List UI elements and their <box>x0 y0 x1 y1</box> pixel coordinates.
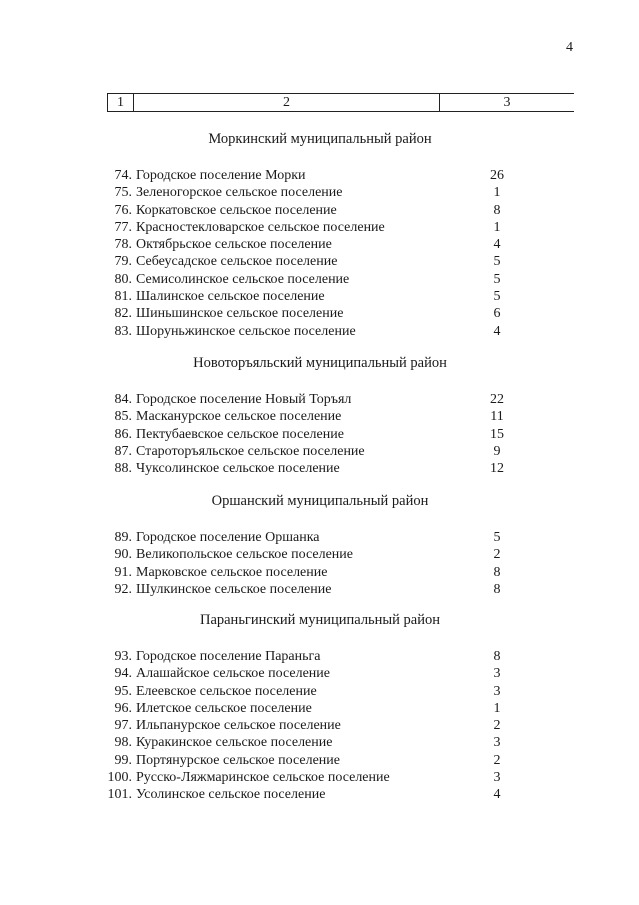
item-value: 5 <box>493 254 501 270</box>
settlement-name: Великопольское сельское поселение <box>136 547 353 563</box>
list-item <box>100 665 540 682</box>
item-value: 4 <box>493 787 501 803</box>
column-header-3: 3 <box>503 94 511 110</box>
item-value: 11 <box>490 409 504 425</box>
settlement-name: Пектубаевское сельское поселение <box>136 426 344 442</box>
list-item <box>100 391 540 408</box>
district-title: Оршанский муниципальный район <box>211 493 429 509</box>
settlement-name: Масканурское сельское поселение <box>136 409 342 425</box>
list-item <box>100 305 540 322</box>
settlement-name: Марковское сельское поселение <box>136 564 328 580</box>
item-number: 80. <box>114 271 132 287</box>
item-number: 82. <box>114 306 132 322</box>
list-item <box>100 323 540 340</box>
settlement-name: Чуксолинское сельское поселение <box>136 461 340 477</box>
item-value: 3 <box>493 735 501 751</box>
settlement-name: Алашайское сельское поселение <box>136 666 330 682</box>
list-item <box>100 769 540 786</box>
list-item <box>100 184 540 201</box>
item-number: 88. <box>114 461 132 477</box>
item-value: 9 <box>493 443 501 459</box>
item-number: 81. <box>114 289 132 305</box>
item-number: 84. <box>114 392 132 407</box>
item-number: 92. <box>114 581 132 597</box>
list-item <box>100 734 540 751</box>
item-number: 90. <box>114 547 132 563</box>
item-number: 97. <box>114 718 132 734</box>
list-item <box>100 202 540 219</box>
list-item <box>100 443 540 460</box>
district-section-novy-toryal <box>100 354 540 477</box>
item-number: 86. <box>114 426 132 442</box>
list-item <box>100 648 540 665</box>
item-number: 78. <box>114 237 132 253</box>
district-section-orsha <box>100 492 540 598</box>
list-item <box>100 786 540 803</box>
item-value: 5 <box>493 271 501 287</box>
item-value: 2 <box>493 752 501 768</box>
settlement-name: Октябрьское сельское поселение <box>136 237 332 253</box>
item-value: 26 <box>490 168 504 183</box>
item-number: 83. <box>114 323 132 339</box>
settlement-name: Городское поселение Параньга <box>136 649 321 664</box>
settlement-name: Семисолинское сельское поселение <box>136 271 350 287</box>
settlement-name: Усолинское сельское поселение <box>136 787 326 803</box>
item-number: 87. <box>114 443 132 459</box>
list-item <box>100 700 540 717</box>
settlement-name: Городское поселение Новый Торъял <box>136 392 352 407</box>
item-value: 3 <box>493 683 501 699</box>
district-section-morki <box>100 130 540 340</box>
settlement-name: Портянурское сельское поселение <box>136 752 340 768</box>
settlement-list <box>100 391 540 477</box>
item-value: 5 <box>493 289 501 305</box>
settlement-name: Русско-Ляжмаринское сельское поселение <box>136 770 390 786</box>
settlement-name: Красностекловарское сельское поселение <box>136 219 385 235</box>
list-item <box>100 564 540 581</box>
column-header-1: 1 <box>107 94 134 111</box>
item-number: 91. <box>114 564 132 580</box>
settlement-list <box>100 529 540 598</box>
settlement-name: Елеевское сельское поселение <box>136 683 317 699</box>
settlement-name: Шалинское сельское поселение <box>136 289 325 305</box>
item-value: 12 <box>490 461 504 477</box>
list-item <box>100 408 540 425</box>
list-item <box>100 167 540 184</box>
item-value: 15 <box>490 426 504 442</box>
item-value: 2 <box>493 718 501 734</box>
settlement-name: Шиньшинское сельское поселение <box>136 306 344 322</box>
list-item <box>100 219 540 236</box>
list-item <box>100 683 540 700</box>
item-number: 76. <box>114 202 132 218</box>
item-value: 1 <box>493 700 501 716</box>
item-value: 22 <box>490 392 504 407</box>
item-value: 6 <box>493 306 501 322</box>
list-item <box>100 288 540 305</box>
item-value: 1 <box>493 185 501 201</box>
item-number: 93. <box>114 649 132 664</box>
settlement-name: Староторъяльское сельское поселение <box>136 443 365 459</box>
item-number: 96. <box>114 700 132 716</box>
item-number: 100. <box>107 770 132 786</box>
district-section-paranga <box>100 611 540 804</box>
item-number: 85. <box>114 409 132 425</box>
item-number: 74. <box>114 168 132 183</box>
list-item <box>100 236 540 253</box>
item-value: 4 <box>493 323 501 339</box>
item-value: 3 <box>493 666 501 682</box>
district-title: Параньгинский муниципальный район <box>199 612 441 628</box>
item-number: 99. <box>114 752 132 768</box>
item-value: 8 <box>493 564 501 580</box>
item-number: 75. <box>114 185 132 201</box>
list-item <box>100 529 540 546</box>
item-value: 3 <box>493 770 501 786</box>
settlement-list <box>100 167 540 340</box>
item-value: 8 <box>493 581 501 597</box>
district-title: Моркинский муниципальный район <box>208 131 432 147</box>
settlement-name: Илетское сельское поселение <box>136 700 312 716</box>
settlement-name: Шулкинское сельское поселение <box>136 581 332 597</box>
list-item <box>100 271 540 288</box>
settlement-list <box>100 648 540 804</box>
item-number: 101. <box>107 787 132 803</box>
page-number: 4 <box>566 40 573 55</box>
item-number: 89. <box>114 530 132 545</box>
settlement-name: Городское поселение Морки <box>136 168 306 183</box>
item-value: 1 <box>493 219 501 235</box>
list-item <box>100 717 540 734</box>
item-value: 8 <box>493 649 501 664</box>
list-item <box>100 581 540 598</box>
list-item <box>100 253 540 270</box>
settlement-name: Куракинское сельское поселение <box>136 735 333 751</box>
item-value: 8 <box>493 202 501 218</box>
list-item <box>100 752 540 769</box>
item-number: 94. <box>114 666 132 682</box>
item-number: 79. <box>114 254 132 270</box>
settlement-name: Шоруньжинское сельское поселение <box>136 323 356 339</box>
settlement-name: Ильпанурское сельское поселение <box>136 718 341 734</box>
column-header-row <box>107 93 574 112</box>
item-number: 95. <box>114 683 132 699</box>
item-number: 77. <box>114 219 132 235</box>
district-title: Новоторъяльский муниципальный район <box>193 355 447 371</box>
settlement-name: Себеусадское сельское поселение <box>136 254 338 270</box>
list-item <box>100 426 540 443</box>
settlement-name: Коркатовское сельское поселение <box>136 202 337 218</box>
list-item <box>100 546 540 563</box>
item-value: 5 <box>493 530 501 545</box>
settlement-name: Городское поселение Оршанка <box>136 530 320 545</box>
item-value: 4 <box>493 237 501 253</box>
item-value: 2 <box>493 547 501 563</box>
list-item <box>100 460 540 477</box>
settlement-name: Зеленогорское сельское поселение <box>136 185 343 201</box>
column-header-2: 2 <box>134 94 440 111</box>
item-number: 98. <box>114 735 132 751</box>
